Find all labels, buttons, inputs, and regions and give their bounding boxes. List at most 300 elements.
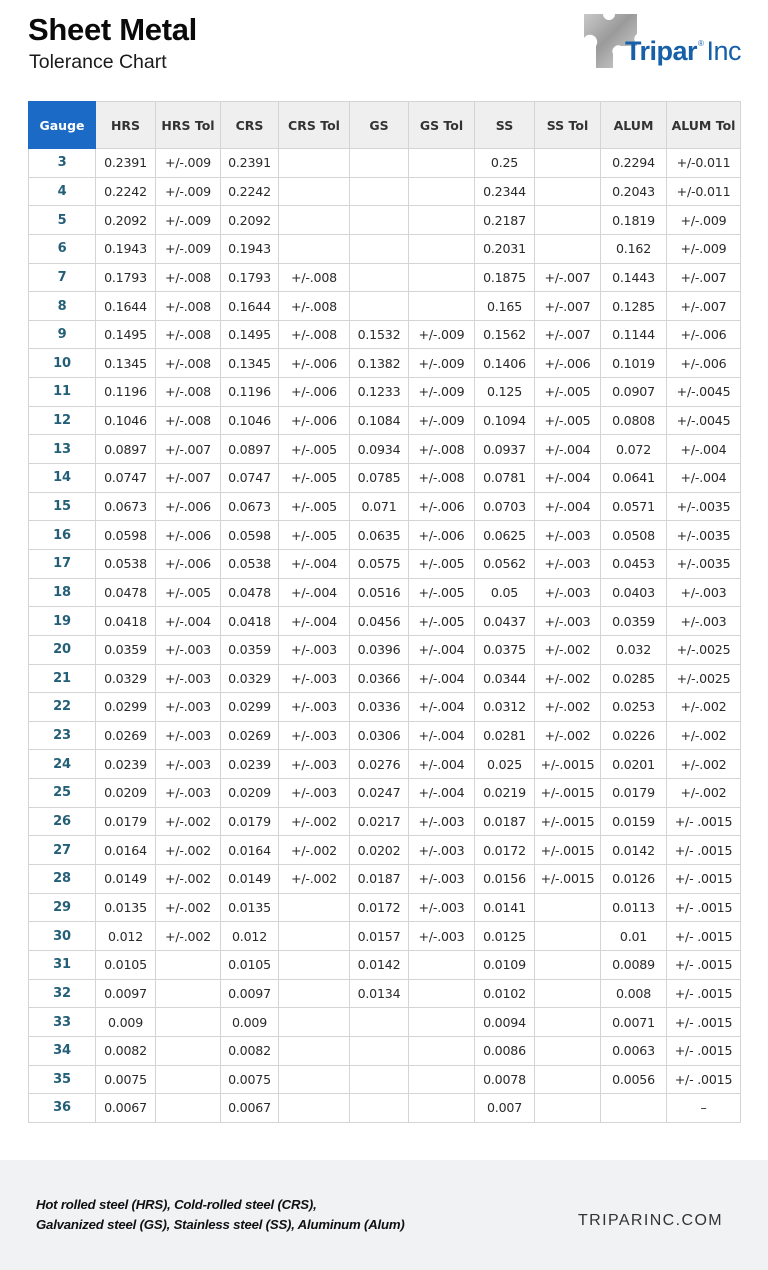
table-cell bbox=[156, 979, 221, 1008]
table-cell: +/-.004 bbox=[409, 693, 475, 722]
table-cell: +/- .0015 bbox=[667, 893, 741, 922]
table-cell bbox=[156, 1065, 221, 1094]
table-cell: +/-.006 bbox=[279, 406, 350, 435]
gauge-cell: 19 bbox=[29, 607, 96, 636]
table-cell: +/-.003 bbox=[156, 693, 221, 722]
table-cell: 0.1233 bbox=[350, 378, 409, 407]
table-cell: 0.1819 bbox=[601, 206, 667, 235]
table-cell: +/-.0045 bbox=[667, 378, 741, 407]
table-cell: +/-.008 bbox=[409, 435, 475, 464]
table-cell: +/-.004 bbox=[535, 492, 601, 521]
table-cell: 0.0159 bbox=[601, 807, 667, 836]
table-cell: 0.0097 bbox=[221, 979, 279, 1008]
table-cell: 0.0538 bbox=[96, 549, 156, 578]
gauge-cell: 20 bbox=[29, 635, 96, 664]
table-cell: 0.1406 bbox=[475, 349, 535, 378]
table-cell bbox=[601, 1094, 667, 1123]
table-cell: 0.0078 bbox=[475, 1065, 535, 1094]
website-link[interactable]: TRIPARINC.COM bbox=[578, 1212, 724, 1229]
table-cell: +/-.007 bbox=[535, 263, 601, 292]
table-cell: 0.0641 bbox=[601, 464, 667, 493]
table-cell: 0.2391 bbox=[221, 149, 279, 178]
table-cell: 0.0625 bbox=[475, 521, 535, 550]
table-row bbox=[29, 979, 741, 1008]
table-cell: +/-.002 bbox=[535, 693, 601, 722]
table-cell: 0.1495 bbox=[221, 320, 279, 349]
table-cell: +/-.004 bbox=[409, 721, 475, 750]
table-cell: +/-.009 bbox=[156, 234, 221, 263]
table-cell: 0.0276 bbox=[350, 750, 409, 779]
table-cell: 0.0598 bbox=[221, 521, 279, 550]
table-cell: 0.0281 bbox=[475, 721, 535, 750]
table-cell: 0.0312 bbox=[475, 693, 535, 722]
table-cell: 0.0673 bbox=[96, 492, 156, 521]
table-cell: +/-.002 bbox=[156, 836, 221, 865]
column-header-gs: GS bbox=[350, 102, 409, 149]
table-cell bbox=[409, 1094, 475, 1123]
table-cell: 0.0067 bbox=[96, 1094, 156, 1123]
table-cell: +/-.004 bbox=[279, 549, 350, 578]
table-cell bbox=[156, 1094, 221, 1123]
table-cell: 0.0359 bbox=[96, 635, 156, 664]
table-cell: +/-.002 bbox=[279, 836, 350, 865]
table-cell: +/-.003 bbox=[535, 578, 601, 607]
table-cell: 0.0067 bbox=[221, 1094, 279, 1123]
table-cell: +/-.006 bbox=[156, 549, 221, 578]
table-cell bbox=[156, 950, 221, 979]
table-cell: 0.032 bbox=[601, 635, 667, 664]
table-cell: 0.0403 bbox=[601, 578, 667, 607]
column-header-alum-tol: ALUM Tol bbox=[667, 102, 741, 149]
table-cell bbox=[409, 177, 475, 206]
table-cell: +/-.008 bbox=[156, 378, 221, 407]
table-cell: 0.162 bbox=[601, 234, 667, 263]
table-cell: +/-.009 bbox=[156, 149, 221, 178]
table-cell bbox=[350, 292, 409, 321]
table-cell: +/-.003 bbox=[156, 750, 221, 779]
table-cell bbox=[535, 206, 601, 235]
table-cell: +/-.007 bbox=[156, 464, 221, 493]
table-cell: 0.0306 bbox=[350, 721, 409, 750]
table-row bbox=[29, 607, 741, 636]
table-cell bbox=[279, 1094, 350, 1123]
table-cell: 0.0538 bbox=[221, 549, 279, 578]
gauge-cell: 18 bbox=[29, 578, 96, 607]
table-cell: 0.2391 bbox=[96, 149, 156, 178]
table-cell: 0.0562 bbox=[475, 549, 535, 578]
table-cell: 0.0747 bbox=[221, 464, 279, 493]
gauge-cell: 8 bbox=[29, 292, 96, 321]
table-cell: +/-.0015 bbox=[535, 807, 601, 836]
table-cell: +/-.002 bbox=[156, 922, 221, 951]
table-cell: 0.0808 bbox=[601, 406, 667, 435]
table-cell: 0.0239 bbox=[96, 750, 156, 779]
table-cell: +/-.004 bbox=[409, 664, 475, 693]
column-header-gs-tol: GS Tol bbox=[409, 102, 475, 149]
table-cell: 0.2344 bbox=[475, 177, 535, 206]
table-cell: 0.0156 bbox=[475, 865, 535, 894]
gauge-cell: 15 bbox=[29, 492, 96, 521]
table-cell: +/-.004 bbox=[667, 435, 741, 464]
table-cell: +/-.003 bbox=[409, 836, 475, 865]
table-cell: +/-.004 bbox=[535, 464, 601, 493]
table-cell: 0.0285 bbox=[601, 664, 667, 693]
gauge-cell: 3 bbox=[29, 149, 96, 178]
table-cell bbox=[409, 234, 475, 263]
table-row bbox=[29, 464, 741, 493]
table-cell: 0.1943 bbox=[96, 234, 156, 263]
table-cell: 0.1793 bbox=[96, 263, 156, 292]
table-cell bbox=[350, 234, 409, 263]
table-cell: 0.007 bbox=[475, 1094, 535, 1123]
table-cell: 0.0113 bbox=[601, 893, 667, 922]
table-cell: 0.0209 bbox=[96, 779, 156, 808]
table-header-row bbox=[29, 102, 741, 149]
table-cell: +/-.006 bbox=[535, 349, 601, 378]
table-cell: +/-.009 bbox=[156, 206, 221, 235]
gauge-cell: 25 bbox=[29, 779, 96, 808]
table-cell: 0.0135 bbox=[96, 893, 156, 922]
table-row bbox=[29, 578, 741, 607]
table-cell bbox=[535, 922, 601, 951]
table-cell: +/-.0015 bbox=[535, 836, 601, 865]
table-cell: 0.2031 bbox=[475, 234, 535, 263]
table-cell: +/-.002 bbox=[535, 721, 601, 750]
table-cell bbox=[535, 1036, 601, 1065]
table-cell bbox=[535, 950, 601, 979]
table-cell bbox=[279, 1008, 350, 1037]
table-cell: 0.0134 bbox=[350, 979, 409, 1008]
table-cell: +/-.005 bbox=[409, 549, 475, 578]
table-cell: 0.0269 bbox=[96, 721, 156, 750]
table-cell: 0.0336 bbox=[350, 693, 409, 722]
table-cell: +/- .0015 bbox=[667, 1065, 741, 1094]
table-cell bbox=[535, 177, 601, 206]
table-cell: 0.1644 bbox=[221, 292, 279, 321]
table-cell: +/-.003 bbox=[279, 664, 350, 693]
table-cell bbox=[409, 292, 475, 321]
table-cell: +/- .0015 bbox=[667, 979, 741, 1008]
table-cell bbox=[279, 149, 350, 178]
table-cell: +/-.004 bbox=[409, 750, 475, 779]
gauge-cell: 6 bbox=[29, 234, 96, 263]
table-cell: 0.0089 bbox=[601, 950, 667, 979]
gauge-cell: 16 bbox=[29, 521, 96, 550]
gauge-cell: 26 bbox=[29, 807, 96, 836]
table-cell: +/-.009 bbox=[409, 320, 475, 349]
table-cell: +/-.008 bbox=[156, 320, 221, 349]
table-cell: 0.0673 bbox=[221, 492, 279, 521]
table-row bbox=[29, 693, 741, 722]
table-cell: – bbox=[667, 1094, 741, 1123]
column-header-hrs-tol: HRS Tol bbox=[156, 102, 221, 149]
table-cell: 0.0247 bbox=[350, 779, 409, 808]
table-row bbox=[29, 177, 741, 206]
table-cell bbox=[350, 1036, 409, 1065]
table-cell: 0.1345 bbox=[96, 349, 156, 378]
table-cell: +/-.008 bbox=[279, 292, 350, 321]
table-cell: 0.1196 bbox=[221, 378, 279, 407]
table-cell: 0.0125 bbox=[475, 922, 535, 951]
table-cell: +/-.004 bbox=[279, 607, 350, 636]
table-cell: 0.0396 bbox=[350, 635, 409, 664]
table-cell: 0.0141 bbox=[475, 893, 535, 922]
table-cell: 0.2242 bbox=[96, 177, 156, 206]
gauge-cell: 4 bbox=[29, 177, 96, 206]
table-cell: 0.1644 bbox=[96, 292, 156, 321]
table-cell: +/-.007 bbox=[535, 292, 601, 321]
table-row bbox=[29, 292, 741, 321]
table-cell: +/-.002 bbox=[667, 721, 741, 750]
table-cell bbox=[409, 149, 475, 178]
table-cell: 0.0179 bbox=[601, 779, 667, 808]
table-cell: 0.0366 bbox=[350, 664, 409, 693]
table-cell: +/-.002 bbox=[667, 779, 741, 808]
table-cell bbox=[279, 177, 350, 206]
table-cell bbox=[279, 922, 350, 951]
table-cell: 0.1345 bbox=[221, 349, 279, 378]
table-cell: +/-.006 bbox=[409, 492, 475, 521]
gauge-cell: 7 bbox=[29, 263, 96, 292]
gauge-cell: 17 bbox=[29, 549, 96, 578]
table-cell: +/-.005 bbox=[279, 492, 350, 521]
table-cell: 0.009 bbox=[96, 1008, 156, 1037]
table-row bbox=[29, 950, 741, 979]
table-cell: 0.0747 bbox=[96, 464, 156, 493]
table-cell: 0.0109 bbox=[475, 950, 535, 979]
page-title: Sheet Metal bbox=[28, 12, 197, 47]
table-cell bbox=[535, 1008, 601, 1037]
table-cell: +/-.008 bbox=[279, 320, 350, 349]
table-cell bbox=[535, 1065, 601, 1094]
table-cell: +/-.006 bbox=[156, 492, 221, 521]
table-cell bbox=[156, 1008, 221, 1037]
table-cell bbox=[279, 893, 350, 922]
table-cell: 0.012 bbox=[96, 922, 156, 951]
table-cell: 0.0105 bbox=[221, 950, 279, 979]
table-cell bbox=[279, 950, 350, 979]
table-cell bbox=[409, 263, 475, 292]
gauge-cell: 31 bbox=[29, 950, 96, 979]
table-cell: 0.0359 bbox=[601, 607, 667, 636]
table-cell: 0.071 bbox=[350, 492, 409, 521]
table-cell bbox=[535, 234, 601, 263]
table-cell: +/-.005 bbox=[535, 378, 601, 407]
table-cell: 0.0478 bbox=[221, 578, 279, 607]
table-row bbox=[29, 378, 741, 407]
table-cell: +/-.005 bbox=[156, 578, 221, 607]
table-cell: 0.0571 bbox=[601, 492, 667, 521]
gauge-cell: 21 bbox=[29, 664, 96, 693]
table-cell: +/-.002 bbox=[535, 664, 601, 693]
table-cell bbox=[279, 979, 350, 1008]
table-cell bbox=[350, 1065, 409, 1094]
table-cell: 0.2092 bbox=[96, 206, 156, 235]
table-cell: 0.0135 bbox=[221, 893, 279, 922]
table-cell: 0.1382 bbox=[350, 349, 409, 378]
table-cell: 0.0202 bbox=[350, 836, 409, 865]
table-cell: 0.0344 bbox=[475, 664, 535, 693]
table-cell: +/-.007 bbox=[667, 292, 741, 321]
table-cell: +/-.002 bbox=[156, 865, 221, 894]
table-cell: 0.0086 bbox=[475, 1036, 535, 1065]
table-cell: 0.0097 bbox=[96, 979, 156, 1008]
table-cell: +/-.0035 bbox=[667, 492, 741, 521]
table-cell: 0.0329 bbox=[221, 664, 279, 693]
table-cell: 0.0375 bbox=[475, 635, 535, 664]
table-row bbox=[29, 549, 741, 578]
table-cell: +/-.006 bbox=[667, 320, 741, 349]
table-cell bbox=[535, 979, 601, 1008]
table-row bbox=[29, 1008, 741, 1037]
table-row bbox=[29, 349, 741, 378]
table-cell: 0.1793 bbox=[221, 263, 279, 292]
table-cell: +/-.003 bbox=[667, 607, 741, 636]
table-row bbox=[29, 807, 741, 836]
table-cell: 0.0897 bbox=[221, 435, 279, 464]
table-cell: +/-.002 bbox=[156, 807, 221, 836]
logo-wordmark: Tripar® Inc bbox=[625, 36, 741, 66]
table-cell: +/-.0035 bbox=[667, 549, 741, 578]
gauge-cell: 9 bbox=[29, 320, 96, 349]
table-cell: +/-.005 bbox=[279, 435, 350, 464]
table-cell: +/-.003 bbox=[535, 549, 601, 578]
table-cell: +/-.008 bbox=[156, 292, 221, 321]
table-cell bbox=[350, 149, 409, 178]
table-cell: 0.0082 bbox=[221, 1036, 279, 1065]
table-cell: 0.0453 bbox=[601, 549, 667, 578]
table-cell: +/-.005 bbox=[279, 464, 350, 493]
table-cell: 0.0102 bbox=[475, 979, 535, 1008]
table-cell: +/- .0015 bbox=[667, 922, 741, 951]
table-cell: 0.2092 bbox=[221, 206, 279, 235]
table-cell: 0.0075 bbox=[96, 1065, 156, 1094]
table-row bbox=[29, 635, 741, 664]
table-cell: +/-.002 bbox=[667, 693, 741, 722]
table-cell: +/-.009 bbox=[409, 406, 475, 435]
table-cell bbox=[279, 206, 350, 235]
table-cell: 0.0897 bbox=[96, 435, 156, 464]
table-cell: 0.0201 bbox=[601, 750, 667, 779]
table-cell: 0.0299 bbox=[96, 693, 156, 722]
table-cell bbox=[409, 1008, 475, 1037]
table-cell: 0.0359 bbox=[221, 635, 279, 664]
table-cell bbox=[156, 1036, 221, 1065]
table-cell: 0.2294 bbox=[601, 149, 667, 178]
table-cell: +/-.003 bbox=[409, 807, 475, 836]
table-cell: 0.0179 bbox=[221, 807, 279, 836]
table-cell: 0.0418 bbox=[96, 607, 156, 636]
table-cell: +/-.004 bbox=[279, 578, 350, 607]
table-row bbox=[29, 1094, 741, 1123]
table-row bbox=[29, 435, 741, 464]
gauge-cell: 27 bbox=[29, 836, 96, 865]
table-cell: +/-.004 bbox=[156, 607, 221, 636]
table-cell: +/- .0015 bbox=[667, 807, 741, 836]
table-cell: 0.072 bbox=[601, 435, 667, 464]
table-cell: 0.1532 bbox=[350, 320, 409, 349]
table-cell: +/- .0015 bbox=[667, 1036, 741, 1065]
table-cell bbox=[409, 1036, 475, 1065]
table-cell: +/-.0025 bbox=[667, 664, 741, 693]
table-cell: +/-.006 bbox=[279, 378, 350, 407]
table-cell: 0.0217 bbox=[350, 807, 409, 836]
gauge-cell: 5 bbox=[29, 206, 96, 235]
table-cell: 0.1019 bbox=[601, 349, 667, 378]
table-cell: 0.1495 bbox=[96, 320, 156, 349]
table-cell bbox=[409, 979, 475, 1008]
gauge-cell: 23 bbox=[29, 721, 96, 750]
table-cell: +/-0.011 bbox=[667, 149, 741, 178]
table-row bbox=[29, 263, 741, 292]
table-cell bbox=[350, 206, 409, 235]
table-cell bbox=[535, 893, 601, 922]
table-cell: +/-.006 bbox=[667, 349, 741, 378]
material-legend bbox=[36, 1195, 405, 1235]
table-cell: +/-.008 bbox=[279, 263, 350, 292]
column-header-hrs: HRS bbox=[96, 102, 156, 149]
table-cell: 0.1562 bbox=[475, 320, 535, 349]
table-cell: +/-.008 bbox=[156, 406, 221, 435]
table-cell bbox=[350, 263, 409, 292]
table-cell: +/-.009 bbox=[667, 206, 741, 235]
table-cell: +/-.008 bbox=[156, 263, 221, 292]
table-cell: 0.0516 bbox=[350, 578, 409, 607]
table-cell: +/-.003 bbox=[279, 750, 350, 779]
table-cell: +/-.006 bbox=[279, 349, 350, 378]
table-cell: +/-.003 bbox=[279, 635, 350, 664]
column-header-crs: CRS bbox=[221, 102, 279, 149]
table-cell: +/-.005 bbox=[409, 578, 475, 607]
column-header-ss-tol: SS Tol bbox=[535, 102, 601, 149]
legend-line: Hot rolled steel (HRS), Cold-rolled steel (CRS), bbox=[36, 1197, 317, 1212]
table-cell: 0.0269 bbox=[221, 721, 279, 750]
table-cell: 0.0157 bbox=[350, 922, 409, 951]
table-cell: 0.0418 bbox=[221, 607, 279, 636]
footer bbox=[0, 1160, 768, 1270]
table-cell: 0.2187 bbox=[475, 206, 535, 235]
table-row bbox=[29, 492, 741, 521]
table-row bbox=[29, 893, 741, 922]
table-cell: +/-.008 bbox=[409, 464, 475, 493]
gauge-cell: 28 bbox=[29, 865, 96, 894]
table-cell: 0.0219 bbox=[475, 779, 535, 808]
table-cell: 0.1046 bbox=[221, 406, 279, 435]
column-header-crs-tol: CRS Tol bbox=[279, 102, 350, 149]
column-header-alum: ALUM bbox=[601, 102, 667, 149]
table-cell: +/- .0015 bbox=[667, 865, 741, 894]
table-cell: +/-.007 bbox=[156, 435, 221, 464]
table-cell: 0.0179 bbox=[96, 807, 156, 836]
table-row bbox=[29, 922, 741, 951]
legend-line: Galvanized steel (GS), Stainless steel (SS), Aluminum (Alum) bbox=[36, 1217, 405, 1232]
table-cell: +/-.009 bbox=[156, 177, 221, 206]
table-cell: 0.0164 bbox=[96, 836, 156, 865]
table-cell: +/-.003 bbox=[409, 893, 475, 922]
gauge-cell: 30 bbox=[29, 922, 96, 951]
table-cell: +/-.0015 bbox=[535, 750, 601, 779]
table-cell: +/-.005 bbox=[279, 521, 350, 550]
table-cell: +/-.0015 bbox=[535, 865, 601, 894]
table-cell: 0.025 bbox=[475, 750, 535, 779]
table-cell: 0.1144 bbox=[601, 320, 667, 349]
table-cell: 0.0056 bbox=[601, 1065, 667, 1094]
table-cell: +/-.004 bbox=[535, 435, 601, 464]
table-cell: 0.1084 bbox=[350, 406, 409, 435]
gauge-cell: 36 bbox=[29, 1094, 96, 1123]
table-cell bbox=[279, 1065, 350, 1094]
table-cell: +/-.009 bbox=[667, 234, 741, 263]
